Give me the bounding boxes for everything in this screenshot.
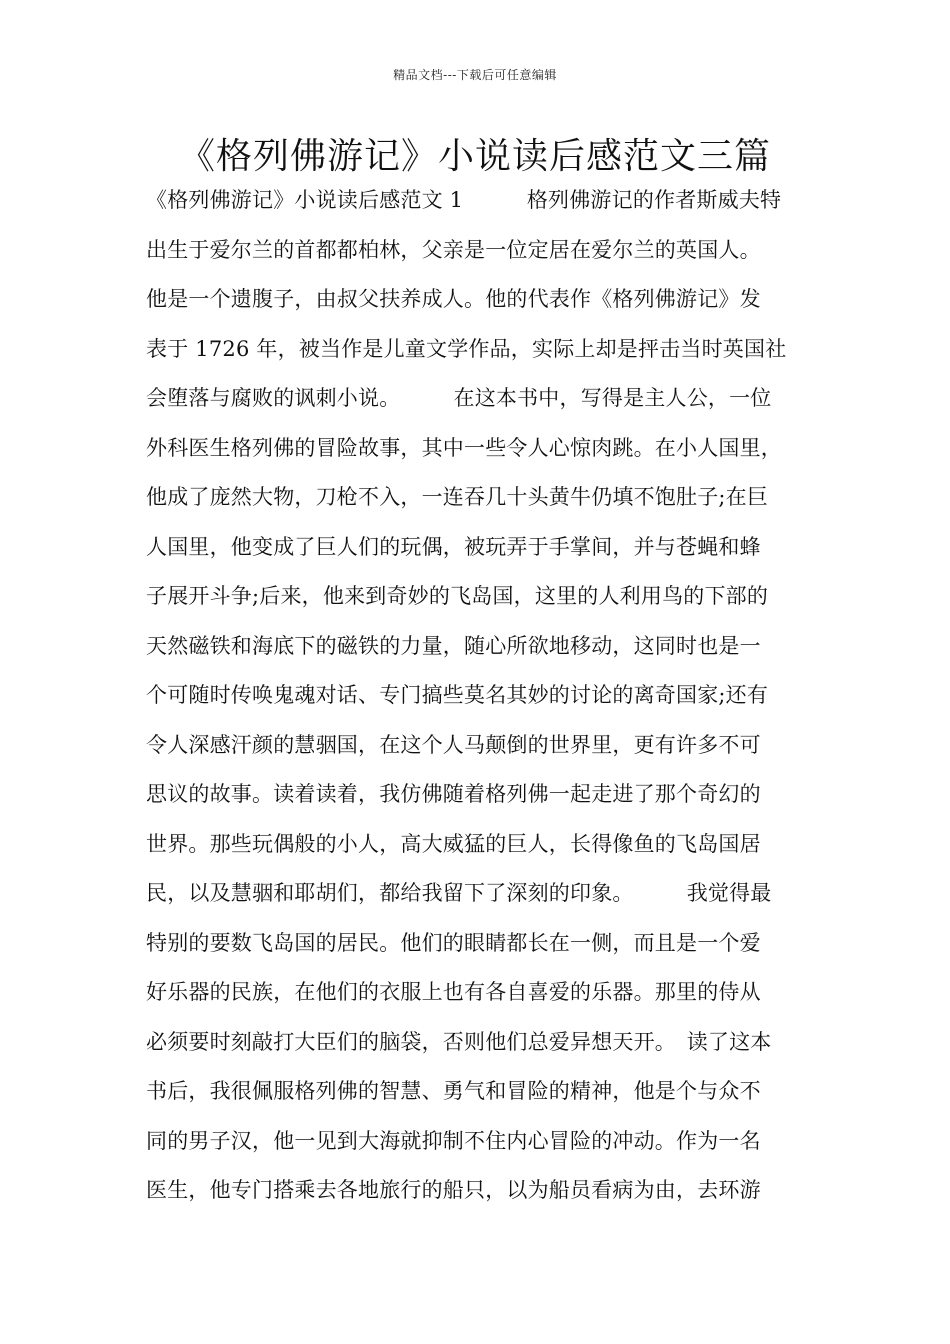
body-line: 特别的要数飞岛国的居民。他们的眼睛都长在一侧，而且是一个爱 [146, 930, 761, 955]
body-line: 同的男子汉，他一见到大海就抑制不住内心冒险的冲动。作为一名 [146, 1128, 761, 1153]
body-line: 外科医生格列佛的冒险故事，其中一些令人心惊肉跳。在小人国里， [146, 435, 782, 460]
body-line: 必须要时刻敲打大臣们的脑袋，否则他们总爱异想天开。 读了这本 [146, 1029, 772, 1054]
body-line: 会堕落与腐败的讽刺小说。 在这本书中，写得是主人公，一位 [146, 386, 772, 410]
document-body [146, 178, 826, 1218]
body-line: 书后，我很佩服格列佛的智慧、勇气和冒险的精神，他是个与众不 [146, 1079, 761, 1103]
body-line: 《格列佛游记》小说读后感范文 1 格列佛游记的作者斯威夫特 [146, 188, 782, 212]
body-line: 好乐器的民族，在他们的衣服上也有各自喜爱的乐器。那里的侍从 [146, 980, 761, 1004]
body-line: 个可随时传唤鬼魂对话、专门搞些莫名其妙的讨论的离奇国家;还有 [146, 683, 769, 707]
body-line: 他是一个遗腹子，由叔父扶养成人。他的代表作《格列佛游记》发 [146, 287, 761, 311]
body-line: 出生于爱尔兰的首都都柏林，父亲是一位定居在爱尔兰的英国人。 [146, 237, 761, 262]
body-line: 思议的故事。读着读着，我仿佛随着格列佛一起走进了那个奇幻的 [146, 782, 761, 806]
body-line: 世界。那些玩偶般的小人，高大威猛的巨人，长得像鱼的飞岛国居 [146, 831, 761, 856]
body-line: 人国里，他变成了巨人们的玩偶，被玩弄于手掌间，并与苍蝇和蜂 [146, 534, 761, 559]
body-line: 他成了庞然大物，刀枪不入，一连吞几十头黄牛仍填不饱肚子;在巨 [146, 485, 769, 509]
body-line: 令人深感汗颜的慧骃国，在这个人马颠倒的世界里，更有许多不可 [146, 732, 761, 757]
header-note: 精品文档---下载后可任意编辑 [393, 68, 557, 82]
document-title: 《格列佛游记》小说读后感范文三篇 [178, 136, 771, 177]
body-line: 医生，他专门搭乘去各地旅行的船只，以为船员看病为由，去环游 [146, 1178, 761, 1202]
body-line: 民，以及慧骃和耶胡们，都给我留下了深刻的印象。 我觉得最 [146, 881, 772, 905]
body-line: 子展开斗争;后来，他来到奇妙的飞岛国，这里的人利用鸟的下部的 [146, 584, 769, 608]
body-line: 天然磁铁和海底下的磁铁的力量，随心所欲地移动，这同时也是一 [146, 633, 761, 658]
body-line: 表于 1726 年，被当作是儿童文学作品，实际上却是抨击当时英国社 [146, 336, 787, 361]
